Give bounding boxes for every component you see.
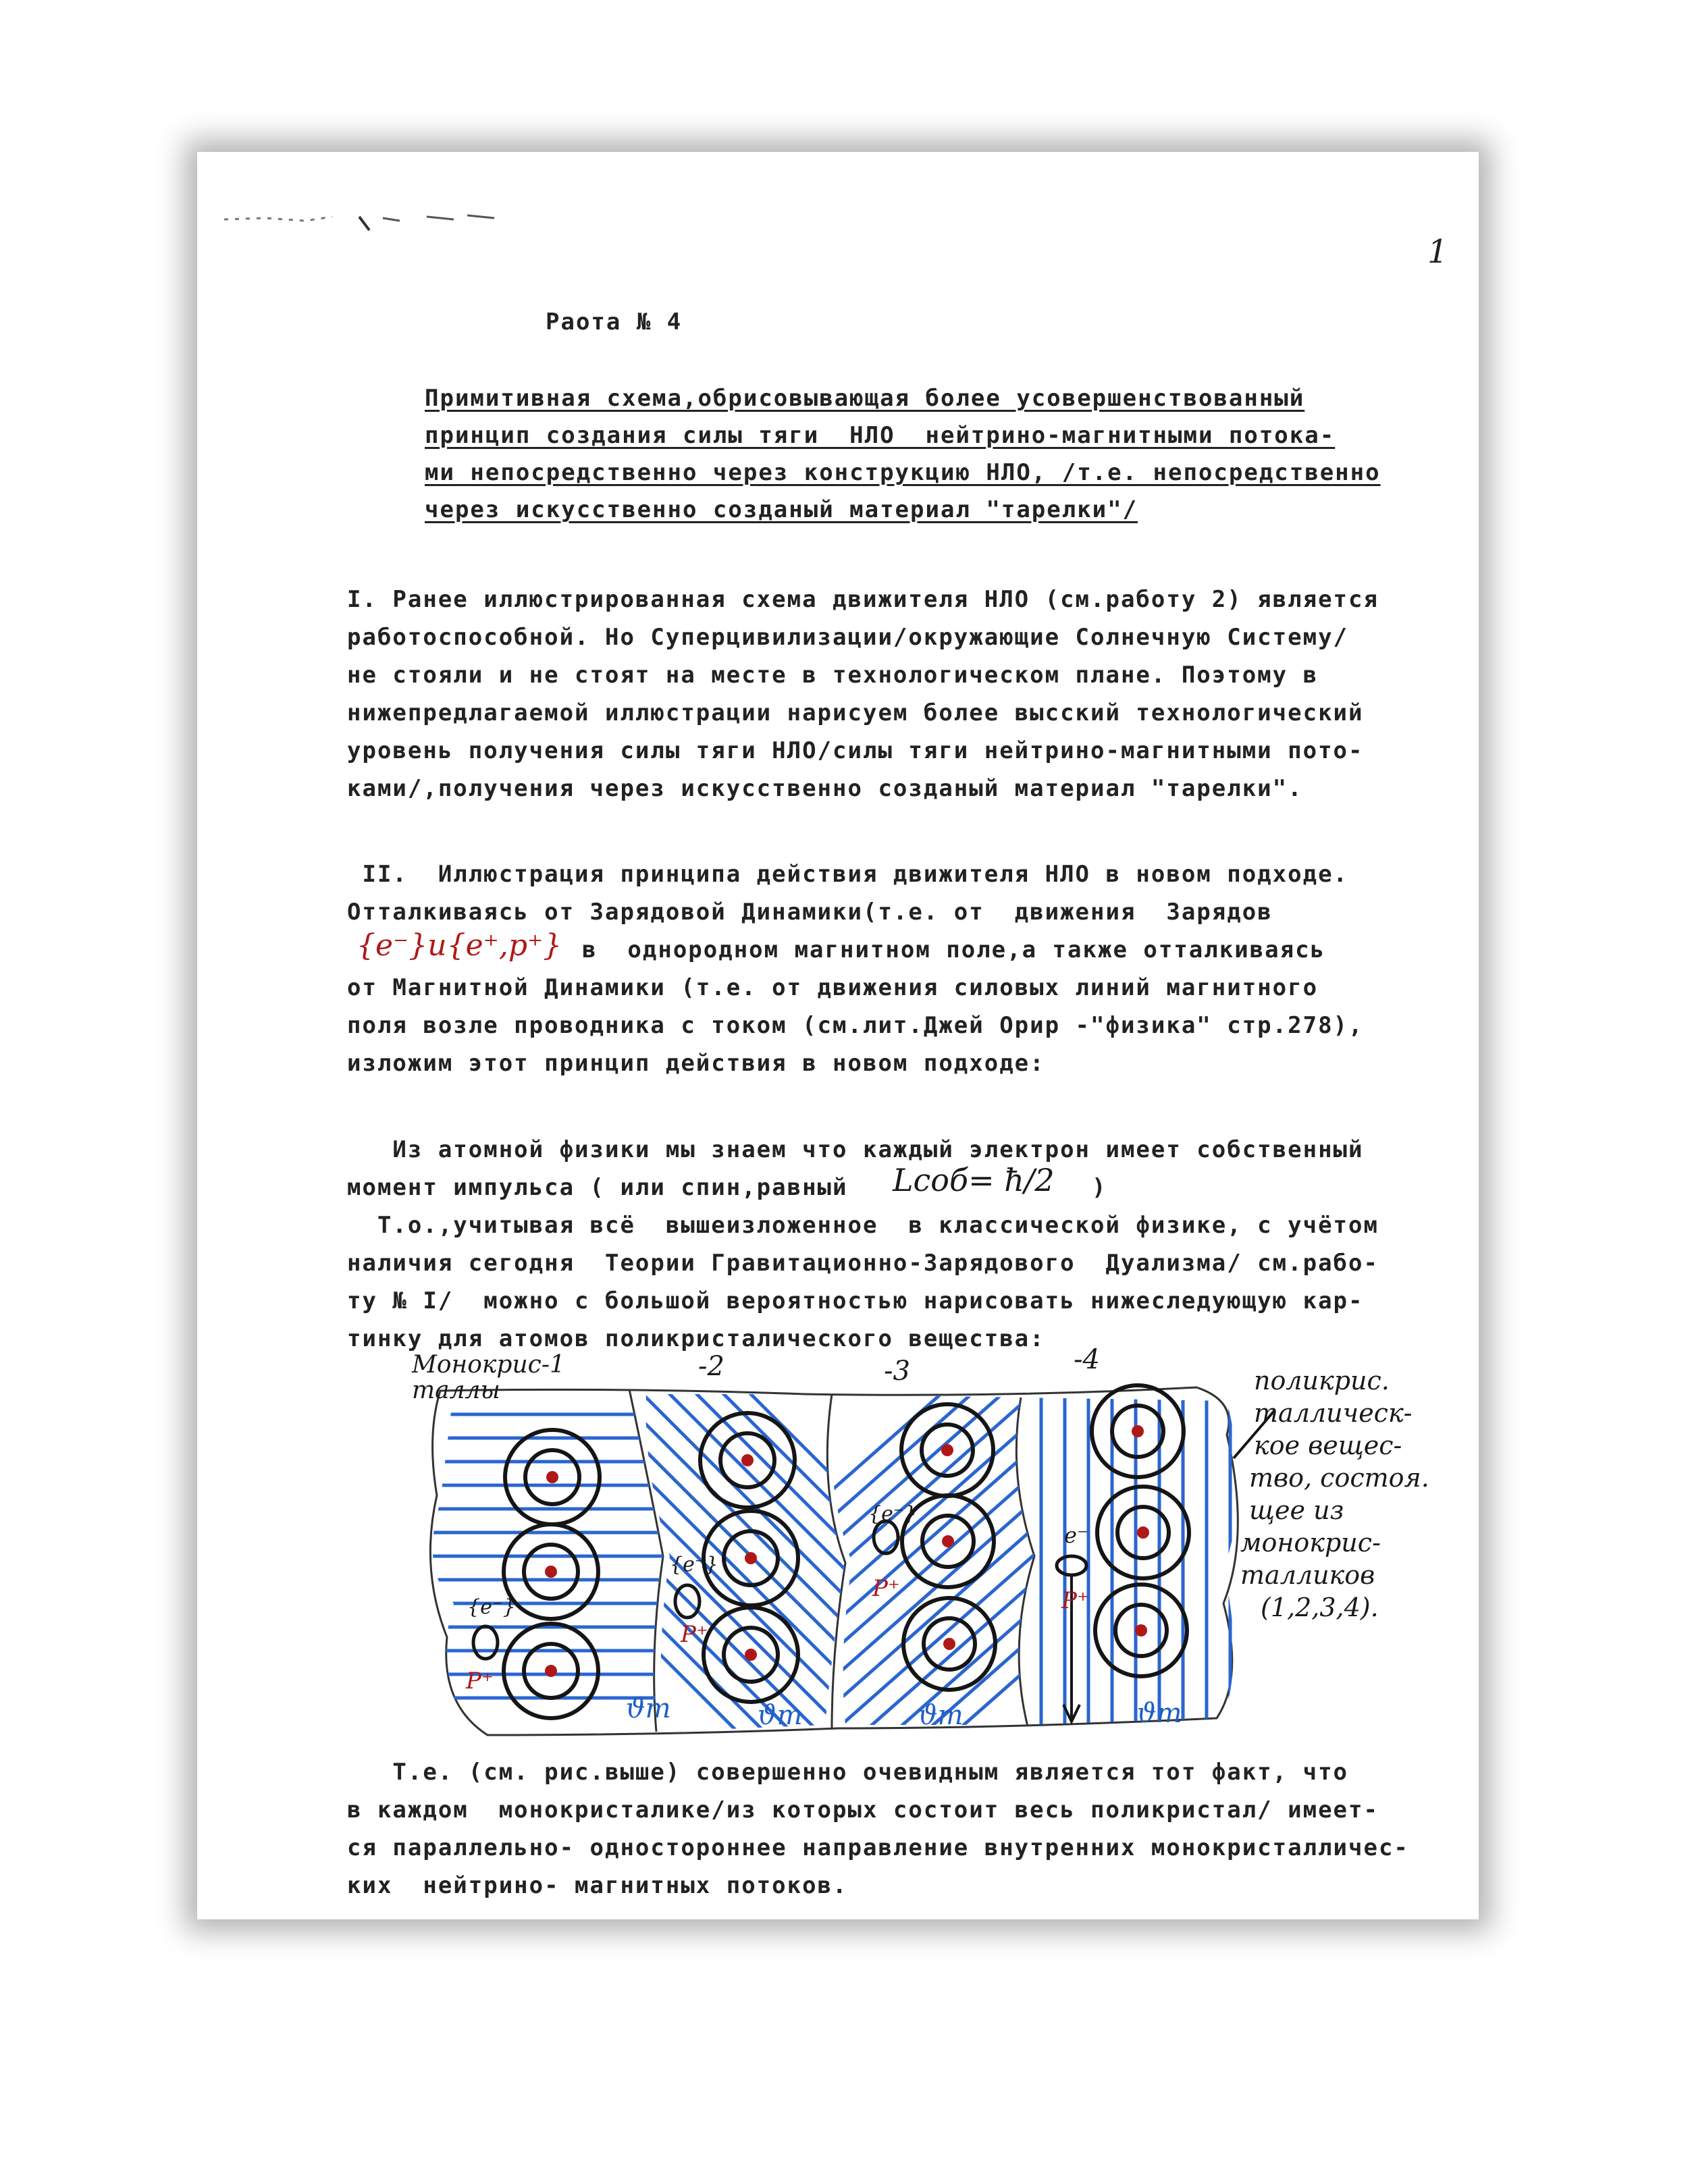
annotation-line: (1,2,3,4). [1261,1593,1379,1622]
vm-label: ϑm [918,1700,964,1731]
electron-label-2: {e⁻} [670,1553,718,1576]
proton-label-3: P⁺ [872,1575,900,1602]
annotation-line: монокрис- [1240,1528,1381,1557]
document-page [197,152,1479,1919]
paragraph-line: уровень получения силы тяги НЛО/силы тяги нейтрино-магнитными пото- [347,737,1364,764]
crystal-label-2: -2 [698,1351,724,1382]
paragraph-line: в каждом монокристалике/из которых состоит весь поликристал/ имеет- [347,1796,1379,1823]
proton-label-1: P⁺ [466,1668,494,1695]
proton-label-2: P⁺ [681,1621,708,1648]
paragraph-line: изложим этот принцип действия в новом подходе: [347,1050,1045,1077]
annotation-line: тво, состоя. [1249,1463,1429,1493]
annotation-line: талликов [1240,1560,1375,1590]
heading-line: Примитивная схема,обрисовывающая более усовершенствованный [425,385,1305,412]
annotation-line: щее из [1249,1495,1344,1525]
paragraph-line: в однородном магнитном поле,а также отталкиваясь [582,936,1326,963]
paragraph-line: ту № I/ можно с большой вероятностью нарисовать нижеследующую кар- [347,1287,1364,1314]
heading-line: ми непосредственно через конструкцию НЛО, /т.е. непосредственно [425,459,1381,486]
crystal-label-4: -4 [1074,1344,1100,1375]
monocrystal-label: таллы [412,1377,500,1404]
proton-label-4: P⁺ [1061,1587,1089,1614]
document-title: Раота № 4 [546,309,683,336]
electron-label-1: {e⁻} [467,1595,516,1619]
paragraph-line: I. Ранее иллюстрированная схема движителя НЛО (см.работу 2) является [347,586,1379,613]
monocrystal-label: Монокрис-1 [412,1351,565,1379]
paragraph-line: от Магнитной Динамики (т.е. от движения силовых линий магнитного [347,974,1319,1001]
handwritten-charges: {e⁻}и{e⁺,p⁺} [357,928,562,963]
vm-label: ϑm [626,1693,671,1724]
heading-line: принцип создания силы тяги НЛО нейтрино-магнитными потока- [425,422,1336,449]
paragraph-line: ких нейтрино- магнитных потоков. [347,1872,848,1899]
paragraph-line: Т.е. (см. рис.выше) совершенно очевидным является тот факт, что [347,1759,1349,1786]
paragraph-line: ками/,получения через искусственно созданый материал "тарелки". [347,775,1303,802]
annotation-line: кое вещес- [1254,1431,1402,1460]
paragraph-line: не стояли и не стоят на месте в технологическом плане. Поэтому в [347,662,1319,689]
paragraph-line: Из атомной физики мы знаем что каждый электрон имеет собственный [347,1136,1364,1163]
polycrystal-figure [197,152,1479,1919]
paragraph-line: наличия сегодня Теории Гравитационно-Зарядового Дуализма/ см.рабо- [347,1250,1379,1277]
field-lines-crystal-4 [1041,1387,1230,1732]
annotation-line: таллическ- [1254,1398,1413,1428]
handwritten-spin-formula: Lсоб= ħ/2 [893,1162,1055,1198]
paragraph-line: поля возле проводника с током (см.лит.Джей Орир -"физика" стр.278), [347,1012,1364,1039]
paragraph-line: ся параллельно- одностороннее направление внутренних монокристалличес- [347,1834,1409,1861]
vm-label: ϑm [758,1700,803,1731]
field-lines-crystal-1 [420,1414,670,1698]
electron-label-3: {e⁻} [868,1502,917,1526]
page-number: 1 [1427,233,1448,271]
paragraph-line: работоспособной. Но Суперцивилизации/окружающие Солнечную Систему/ [347,624,1349,651]
annotation-line: поликрис. [1254,1366,1390,1395]
paragraph-line: Отталкиваясь от Зарядовой Динамики(т.е. от движения Зарядов [347,899,1273,926]
paragraph-line: момент импульса ( или спин,равный [347,1174,848,1201]
paragraph-line: тинку для атомов поликристалического вещества: [347,1325,1045,1352]
heading-line: через искусственно созданый материал "тарелки"/ [425,496,1138,523]
paragraph-line-end: ) [1092,1174,1107,1201]
grain-boundary [629,1389,663,1732]
electron-label-4: e⁻ [1064,1522,1088,1548]
paragraph-line: нижепредлагаемой иллюстрации нарисуем более высский технологический [347,699,1364,726]
crystal-label-3: -3 [884,1356,910,1387]
vm-label: ϑm [1137,1698,1182,1729]
paragraph-line: II. Иллюстрация принципа действия движителя НЛО в новом подходе. [347,861,1349,888]
paragraph-line: Т.о.,учитывая всё вышеизложенное в классической физике, с учётом [347,1212,1379,1239]
